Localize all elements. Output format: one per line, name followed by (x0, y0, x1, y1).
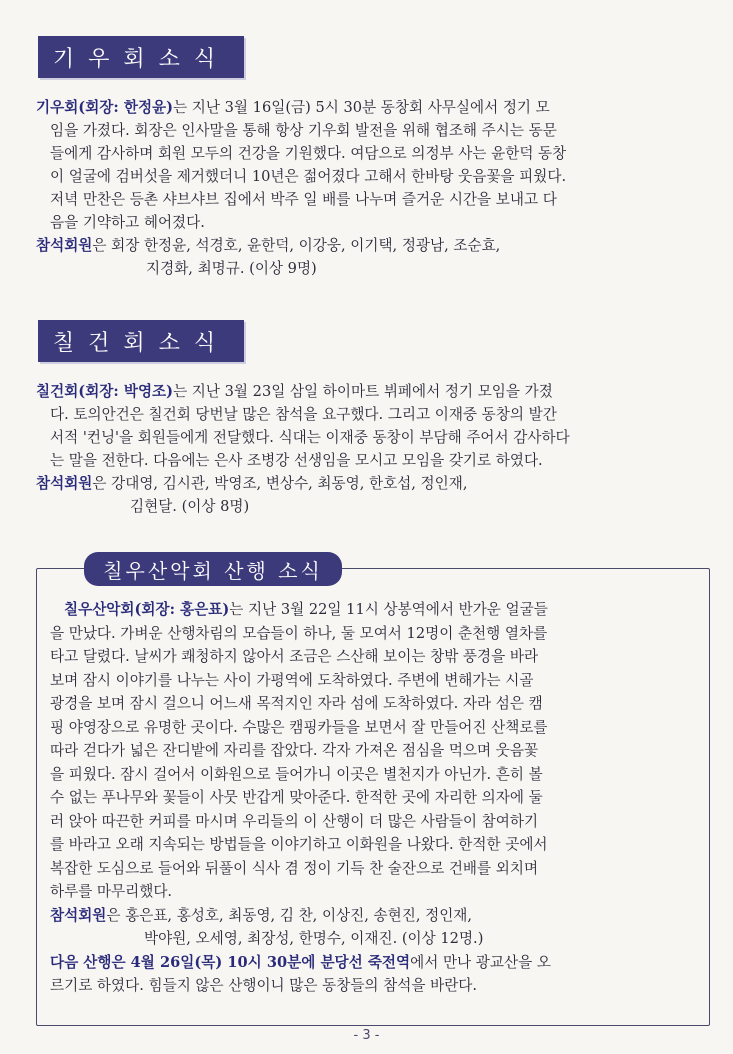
club-lead: 칠건회(회장: 박영조) (36, 383, 174, 400)
club-lead: 기우회(회장: 한정윤) (36, 99, 174, 116)
hiking-news-title-badge (84, 552, 342, 586)
attendees-label: 참석회원 (50, 906, 107, 924)
paragraph-line (36, 380, 696, 403)
paragraph-line: 보며 잠시 이야기를 나누는 사이 가평역에 도착하였다. 주변에 변해가는 시골 (50, 671, 534, 689)
attendees-line-2: 지경화, 최명규. (이상 9명) (146, 260, 317, 277)
paragraph-line: 따라 걷다가 넓은 잔디밭에 자리를 잡았다. 각자 가져온 점심을 먹으며 웃음꽃 (50, 742, 539, 759)
attendees-list: 은 강대영, 김시관, 박영조, 변상수, 최동영, 한호섭, 정인재, (92, 475, 468, 492)
section-body-chilgeon (36, 380, 696, 518)
paragraph-line: 저녁 만찬은 등촌 샤브샤브 집에서 박주 일 배를 나누며 즐거운 시간을 보내고 다 (50, 191, 557, 208)
paragraph-line: 를 바라고 오래 지속되는 방법들을 이야기하고 이화원을 나왔다. 한적한 곳에서 (50, 836, 548, 853)
attendees-list: 은 회장 한정윤, 석경호, 윤한덕, 이강웅, 이기택, 정광남, 조순효, (92, 237, 501, 254)
paragraph-line: 러 앉아 따끈한 커피를 마시며 우리들의 이 산행이 더 많은 사람들이 참여하기 (50, 812, 539, 830)
attendees-line (36, 234, 696, 257)
attendees-list: 은 홍은표, 홍성호, 최동영, 김 찬, 이상진, 송현진, 정인재, (106, 906, 473, 924)
lead-rest: 는 지난 3월 22일 11시 상봉역에서 반가운 얼굴들 (229, 601, 548, 618)
paragraph-line: 음을 기약하고 헤어졌다. (50, 214, 205, 231)
section-banner-chilgeon (38, 320, 244, 362)
paragraph-line: 들에게 감사하며 회원 모두의 건강을 기원했다. 여담으로 의정부 사는 윤한덕 동창 (50, 145, 567, 162)
next-hike-rest: 에서 만나 광교산을 오 (410, 953, 551, 971)
attendees-label: 참석회원 (36, 237, 93, 254)
paragraph-line: 서적 '컨닝'을 회원들에게 전달했다. 식대는 이재중 동창이 부담해 주어서 감사하다 (50, 429, 570, 446)
paragraph-line: 타고 달렸다. 날씨가 쾌청하지 않아서 조금은 스산해 보이는 창밖 풍경을 바라 (50, 648, 539, 665)
lead-rest: 는 지난 3월 16일(금) 5시 30분 동창회 사무실에서 정기 모 (173, 99, 550, 116)
next-hike-label: 다음 산행은 4월 26일(목) 10시 30분에 분당선 죽전역 (50, 953, 411, 971)
attendees-line (50, 904, 696, 928)
club-lead: 칠우산악회(회장: 홍은표) (64, 601, 230, 618)
page-number: - 3 - (353, 1028, 380, 1043)
paragraph-line: 을 만났다. 가벼운 산행차림의 모습들이 하나, 둘 모여서 12명이 춘천행 열차를 (50, 624, 548, 642)
next-hike-line (50, 951, 696, 975)
paragraph-line: 하루를 마무리했다. (50, 883, 173, 900)
attendees-line (36, 472, 696, 495)
attendees-line-2: 박야원, 오세영, 최장성, 한명수, 이재진. (이상 12명.) (144, 930, 484, 947)
paragraph-line (50, 598, 696, 622)
lead-rest: 는 지난 3월 23일 삼일 하이마트 뷔페에서 정기 모임을 가졌 (173, 383, 553, 400)
paragraph-line: 복잡한 도심으로 들어와 뒤풀이 식사 겸 정이 기득 찬 술잔으로 건배를 외치며 (50, 859, 539, 877)
section-banner-giwoo (38, 36, 244, 78)
section-title: 칠우산악회 산행 소식 (103, 558, 323, 583)
paragraph-line: 이 얼굴에 검버섯을 제거했더니 10년은 젊어졌다 고해서 한바탕 웃음꽃을 피웠다. (50, 168, 567, 185)
section-body-giwoo (36, 96, 696, 280)
paragraph-line: 다. 토의안건은 칠건회 당번날 많은 참석을 요구했다. 그리고 이재중 동창의 발간 (50, 406, 557, 423)
next-hike-line-2: 르기로 하였다. 힘들지 않은 산행이니 많은 동창들의 참석을 바란다. (50, 977, 478, 994)
paragraph-line: 핑 야영장으로 유명한 곳이다. 수많은 캠핑카들을 보면서 잘 만들어진 산책로를 (50, 718, 548, 736)
section-title: 칠건회소식 (52, 330, 230, 356)
paragraph-line: 임을 가졌다. 회장은 인사말을 통해 항상 기우회 발전을 위해 협조해 주시는 동문 (50, 122, 557, 139)
paragraph-line: 수 없는 푸나무와 꽃들이 사뭇 반갑게 맞아준다. 한적한 곳에 자리한 의자에 둘 (50, 789, 543, 806)
section-title: 기우회소식 (52, 46, 230, 72)
attendees-line-2: 김현달. (이상 8명) (130, 498, 250, 515)
attendees-label: 참석회원 (36, 475, 93, 492)
paragraph-line: 는 말을 전한다. 다음에는 은사 조병강 선생임을 모시고 모임을 갖기로 하였다. (50, 452, 543, 469)
hiking-body (50, 598, 696, 998)
paragraph-line: 광경을 보며 잠시 걸으니 어느새 목적지인 자라 섬에 도착하였다. 자라 섬은 캠 (50, 695, 543, 712)
paragraph-line: 을 피웠다. 잠시 걸어서 이화원으로 들어가니 이곳은 별천지가 아닌가. 흔히 볼 (50, 765, 543, 783)
paragraph-line (36, 96, 696, 119)
